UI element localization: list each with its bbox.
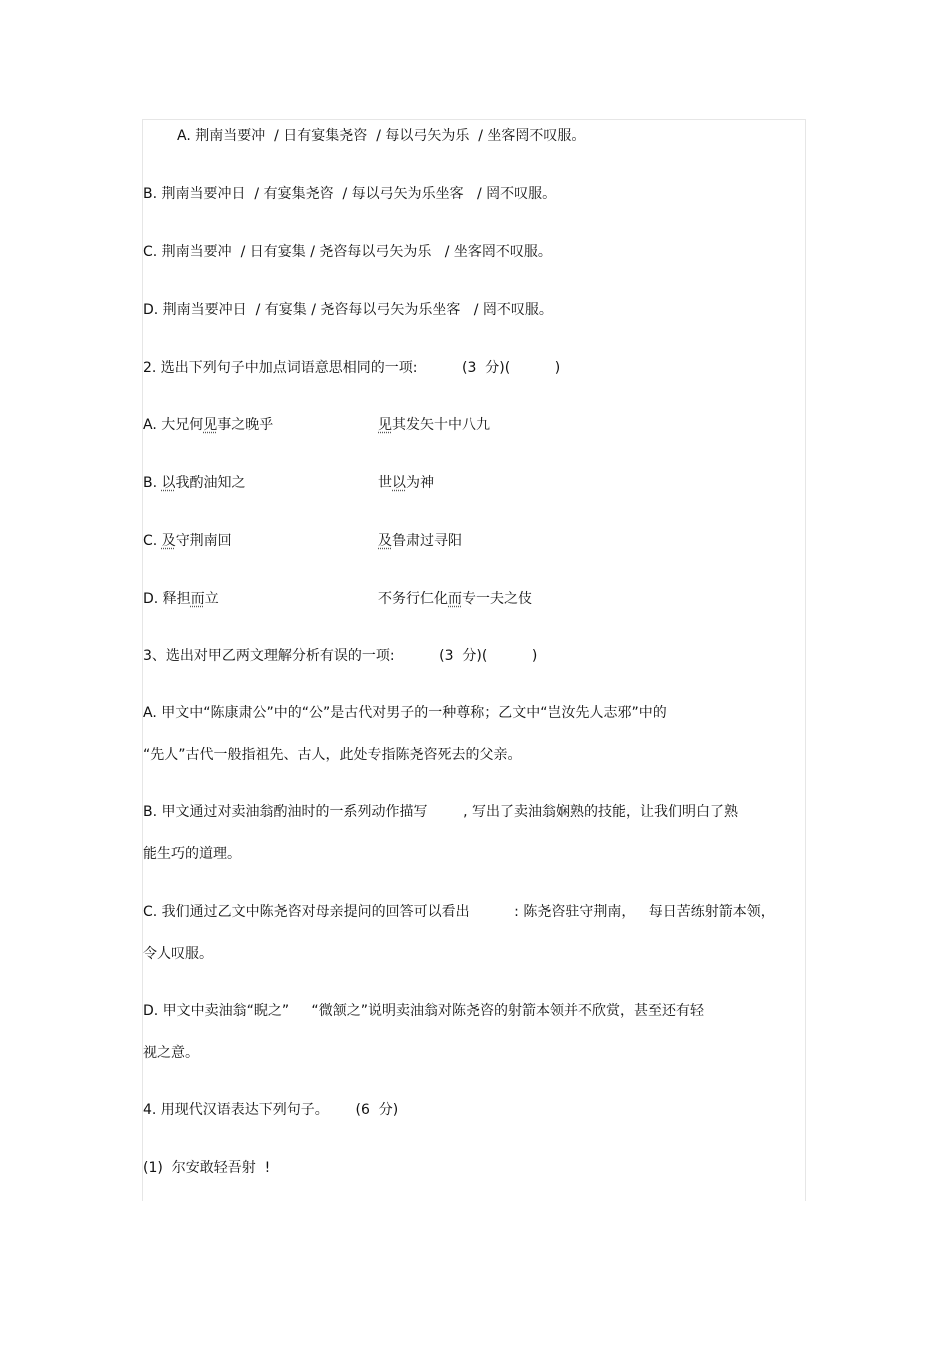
text-span: 其发矢十中八九 — [392, 417, 490, 433]
q3-option-d-line2: 视之意。 — [143, 1045, 199, 1061]
text-span: 世 — [378, 475, 392, 491]
q1-option-b: B. 荆南当要冲日 / 有宴集尧咨 / 每以弓矢为乐坐客 / 罔不叹服。 — [143, 186, 557, 202]
text-span: 事之晚乎 — [217, 417, 274, 433]
dotted-word: 见 — [203, 417, 218, 433]
q3-option-c-line1: C. 我们通过乙文中陈尧咨对母亲提问的回答可以看出 : 陈尧咨驻守荆南， 每日苦练射箭本领， — [143, 904, 775, 920]
dotted-word: 以 — [161, 475, 176, 491]
q4-stem: 4. 用现代汉语表达下列句子。 (6 分) — [143, 1102, 399, 1118]
q3-option-b-line1: B. 甲文通过对卖油翁酌油时的一系列动作描写 , 写出了卖油翁娴熟的技能，让我们明白了熟 — [143, 804, 739, 820]
q2-stem: 2. 选出下列句子中加点词语意思相同的一项: (3 分)( ) — [143, 360, 561, 376]
q1-option-c: C. 荆南当要冲 / 日有宴集 / 尧咨每以弓矢为乐 / 坐客罔不叹服。 — [143, 244, 552, 260]
q2-option-b-left — [143, 473, 246, 493]
text-span: A. 大兄何 — [143, 417, 204, 433]
q3-option-a-line2: “先人”古代一般指祖先、古人，此处专指陈尧咨死去的父亲。 — [143, 747, 522, 763]
text-span: 我酌油知之 — [175, 475, 246, 491]
dotted-word: 及 — [378, 533, 392, 549]
text-span: 鲁肃过寻阳 — [392, 533, 462, 549]
q2-option-c-left — [143, 531, 232, 551]
text-span: 立 — [204, 591, 219, 607]
dotted-word: 而 — [190, 591, 205, 607]
text-span: 不务行仁化 — [378, 591, 448, 607]
text-span: 守荆南回 — [175, 533, 232, 549]
q1-option-a: A. 荆南当要冲 / 日有宴集尧咨 / 每以弓矢为乐 / 坐客罔不叹服。 — [177, 128, 586, 144]
text-span: C. — [143, 533, 162, 549]
q2-option-b-right — [378, 473, 434, 493]
text-span: 为神 — [406, 475, 434, 491]
dotted-word: 以 — [392, 475, 406, 491]
q3-stem: 3、选出对甲乙两文理解分析有误的一项: (3 分)( ) — [143, 648, 538, 664]
text-span: B. — [143, 475, 162, 491]
q2-option-a-left — [143, 415, 273, 435]
text-span: D. 释担 — [143, 591, 191, 607]
q2-option-d-right — [378, 589, 532, 609]
q3-option-c-line2: 令人叹服。 — [143, 946, 213, 962]
q3-option-d-line1: D. 甲文中卖油翁“睨之” “微颔之”说明卖油翁对陈尧咨的射箭本领并不欣赏，甚至还有轻 — [143, 1003, 704, 1019]
text-span: 专一夫之伎 — [462, 591, 532, 607]
q1-option-d: D. 荆南当要冲日 / 有宴集 / 尧咨每以弓矢为乐坐客 / 罔不叹服。 — [143, 302, 553, 318]
dotted-word: 及 — [161, 533, 176, 549]
q2-option-d-left — [143, 589, 219, 609]
q3-option-a-line1: A. 甲文中“陈康肃公”中的“公”是古代对男子的一种尊称；乙文中“岂汝先人志邪”中的 — [143, 705, 667, 721]
dotted-word: 见 — [378, 417, 392, 433]
q2-option-a-right — [378, 415, 490, 435]
q3-option-b-line2: 能生巧的道理。 — [143, 846, 241, 862]
q2-option-c-right — [378, 531, 462, 551]
dotted-word: 而 — [448, 591, 462, 607]
q4-sentence-1: (1) 尔安敢轻吾射 ! — [143, 1160, 271, 1176]
